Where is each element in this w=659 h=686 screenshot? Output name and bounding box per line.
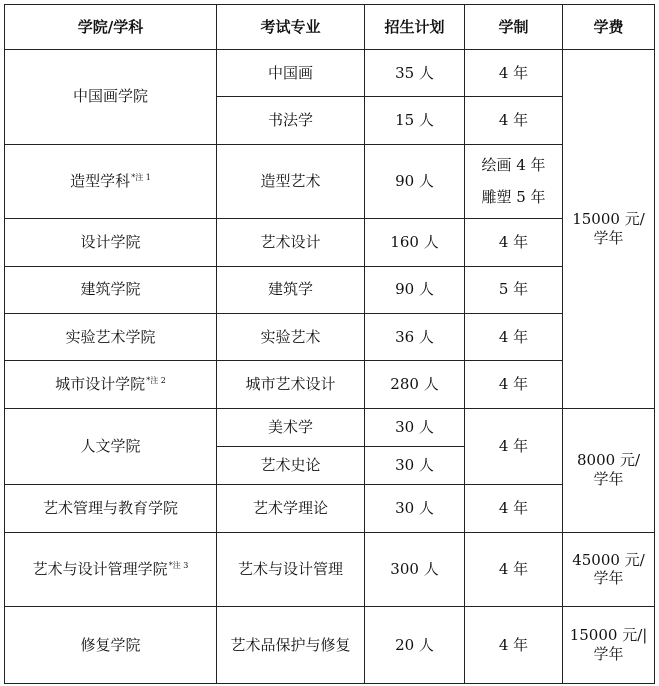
tuition-amount: 8000 元/ [577,451,640,470]
table-row [5,361,655,408]
header-duration: 学制 [465,5,563,50]
table-row [5,532,655,607]
footnote-marker: *注 2 [146,376,166,386]
tuition-amount: 15000 元/ [572,210,645,229]
duration-cell: 4 年 [465,97,563,144]
header-quota: 招生计划 [365,5,465,50]
major-cell: 建筑学 [217,266,365,313]
table-row [5,607,655,684]
duration-cell [465,144,563,219]
table-row [5,266,655,313]
duration-cell: 4 年 [465,314,563,361]
duration-cell: 4 年 [465,532,563,607]
header-college: 学院/学科 [5,5,217,50]
quota-cell: 300 人 [365,532,465,607]
table-row [5,314,655,361]
quota-cell: 160 人 [365,219,465,266]
table-row [5,144,655,219]
table-row [5,219,655,266]
quota-cell: 90 人 [365,266,465,313]
tuition-amount: 45000 元/ [572,550,645,569]
header-row [5,5,655,50]
major-cell: 美术学 [217,408,365,446]
header-tuition: 学费 [563,5,655,50]
duration-cell: 4 年 [465,607,563,684]
major-cell: 书法学 [217,97,365,144]
college-cell [5,532,217,607]
header-major: 考试专业 [217,5,365,50]
college-cell: 设计学院 [5,219,217,266]
major-cell: 实验艺术 [217,314,365,361]
tuition-cell [563,408,655,532]
college-name: 城市设计学院 [55,375,146,394]
college-name: 造型学科 [70,172,131,191]
footnote-marker: *注 1 [131,173,151,183]
duration-cell: 4 年 [465,219,563,266]
duration-cell: 4 年 [465,361,563,408]
quota-cell: 30 人 [365,408,465,446]
college-cell: 实验艺术学院 [5,314,217,361]
major-cell: 艺术史论 [217,447,365,485]
table-row [5,408,655,446]
duration-line: 绘画 4 年 [481,156,546,174]
tuition-cell [563,50,655,409]
quota-cell: 280 人 [365,361,465,408]
college-name: 艺术与设计管理学院 [32,560,168,579]
duration-line: 雕塑 5 年 [481,187,546,206]
quota-cell: 15 人 [365,97,465,144]
major-cell: 艺术设计 [217,219,365,266]
college-cell: 人文学院 [5,408,217,485]
major-cell: 造型艺术 [217,144,365,219]
duration-cell: 5 年 [465,266,563,313]
college-cell: 修复学院 [5,607,217,684]
tuition-unit: 学年 [593,228,624,247]
major-cell: 艺术学理论 [217,485,365,532]
college-cell [5,361,217,408]
major-cell: 艺术品保护与修复 [217,607,365,684]
duration-cell: 4 年 [465,485,563,532]
major-cell: 艺术与设计管理 [217,532,365,607]
tuition-unit: 学年 [593,470,624,489]
quota-cell: 35 人 [365,50,465,97]
duration-cell: 4 年 [465,50,563,97]
duration-cell: 4 年 [465,408,563,485]
admissions-table [4,4,655,684]
tuition-cell [563,607,655,684]
college-cell: 中国画学院 [5,50,217,145]
major-cell: 中国画 [217,50,365,97]
quota-cell: 30 人 [365,485,465,532]
tuition-unit: 学年 [593,645,624,664]
college-cell: 艺术管理与教育学院 [5,485,217,532]
quota-cell: 90 人 [365,144,465,219]
tuition-amount: 15000 元/| [569,626,648,645]
tuition-cell [563,532,655,607]
college-cell [5,144,217,219]
quota-cell: 30 人 [365,447,465,485]
quota-cell: 20 人 [365,607,465,684]
quota-cell: 36 人 [365,314,465,361]
tuition-unit: 学年 [593,569,624,588]
table-row [5,485,655,532]
table-row [5,50,655,97]
major-cell: 城市艺术设计 [217,361,365,408]
college-cell: 建筑学院 [5,266,217,313]
footnote-marker: *注 3 [168,561,189,571]
